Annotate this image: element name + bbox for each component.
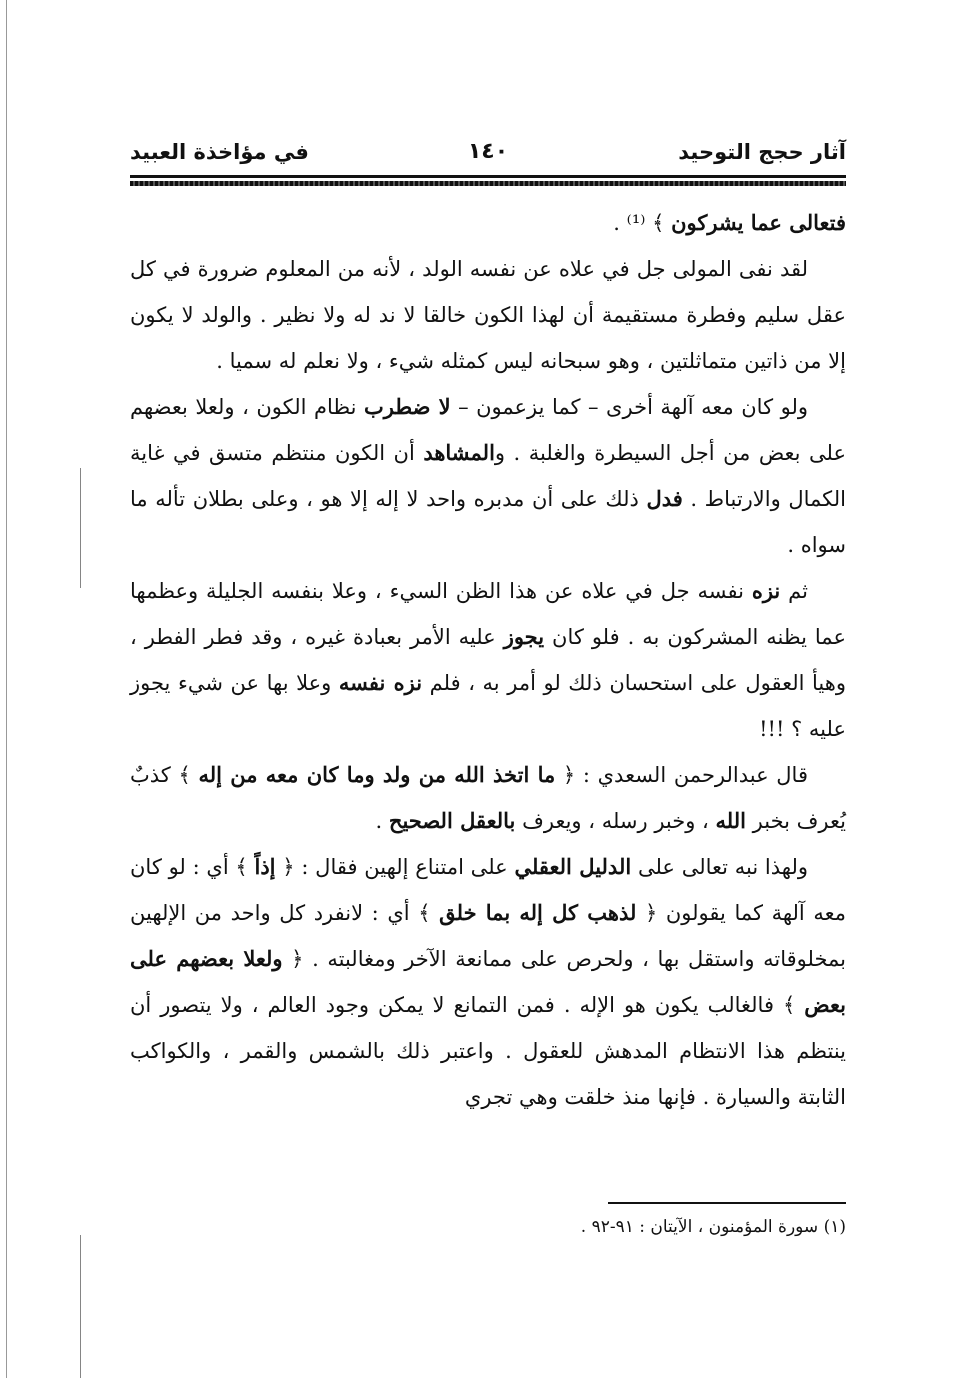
quranic-verse: لذهب كل إله بما خلق bbox=[439, 900, 637, 925]
body-text bbox=[130, 200, 846, 1120]
book-title: آثار حجج التوحيد bbox=[678, 140, 846, 164]
quranic-verse: ولعلا بعضهم على بعض bbox=[130, 946, 846, 1017]
paragraph-3 bbox=[130, 568, 846, 752]
text-run: أن الكون منتظم متسق في غاية الكمال والارتباط . bbox=[130, 441, 846, 511]
bold-run: الله bbox=[715, 808, 746, 833]
header-rule bbox=[130, 175, 846, 178]
text-run: ﴾ أي : لو كان معه آلهة كما يقولون ﴿ bbox=[130, 855, 846, 925]
text-run: ولو كان معه آلهة أخرى – كما يزعمون – bbox=[458, 395, 808, 419]
header-rule-ornament bbox=[130, 181, 846, 186]
continuation-line bbox=[130, 200, 846, 246]
bold-run: الدليل العقلي bbox=[514, 854, 632, 879]
paragraph-2 bbox=[130, 384, 846, 568]
paragraph-4 bbox=[130, 752, 846, 844]
text-run: ، وخبر رسله ، ويعرف bbox=[522, 809, 709, 833]
text-run: عليه الأمر بعبادة غيره ، وقد فطر الفطر ، وهيأ العقول على استحسان ذلك لو أمر به ، فلم bbox=[130, 625, 846, 695]
text-run: وعلا بها عن شيء يجوز عليه ؟ !!! bbox=[130, 671, 846, 741]
chapter-title: في مؤاخذة العبيد bbox=[130, 140, 309, 164]
paragraph-1: لقد نفى المولى جل في علاه عن نفسه الولد ، لأنه من المعلوم ضرورة في كل عقل سليم وفطرة مستقيمة أن لهذا الكون خالقا لا ند له ولا نظير . والولد لا يكون إلا من ذاتين متماثلتين ، وهو سبحانه ليس كمثله شيء ، ولا نعلم له سميا . bbox=[130, 257, 846, 373]
bold-run: فدل bbox=[646, 486, 683, 511]
text-run: ﴾ فالغالب يكون هو الإله . فمن التمانع لا يمكن وجود العالم ، ولا يتصور أن ينتظم هذا الانتظام المدهش للعقول . واعتبر ذلك بالشمس والقمر ، والكواكب الثابتة والسيارة . فإنها منذ خلقت وهي تجري bbox=[130, 993, 846, 1109]
text-run: على امتناع إلهين فقال : ﴿ bbox=[282, 855, 508, 879]
quranic-verse: ما اتخذ الله من ولد وما كان معه من إله bbox=[198, 762, 556, 787]
page-number: ١٤٠ bbox=[467, 139, 509, 164]
text-run: ﴾ كذبٌ يُعرف بخبر bbox=[130, 763, 846, 833]
bold-run: المشاهد bbox=[423, 440, 495, 465]
text-run: نظام الكون ، ولعلا بعضهم على بعض من أجل السيطرة والغلبة . و bbox=[130, 395, 847, 465]
bold-run: نزه نفسه bbox=[338, 670, 423, 695]
verse-ending: فتعالى عما يشركون bbox=[671, 210, 846, 235]
text-run: . bbox=[375, 809, 383, 833]
footnote-rule bbox=[608, 1202, 846, 1204]
running-header bbox=[130, 136, 846, 172]
verse-close-with-note: ﴾ ⁽¹⁾ . bbox=[613, 211, 665, 235]
text-run: ثم bbox=[788, 579, 808, 603]
text-run: قال عبدالرحمن السعدي : ﴿ bbox=[562, 763, 808, 787]
bold-run: لا ضطرب bbox=[364, 394, 451, 419]
text-run: ولهذا نبه تعالى على bbox=[637, 855, 808, 879]
scan-edge-line bbox=[80, 1235, 81, 1378]
bold-run: بالعقل الصحيح bbox=[388, 808, 516, 833]
paragraph-5 bbox=[130, 844, 846, 1120]
footnote: (١) سورة المؤمنون ، الآيتان : ٩١-٩٢ . bbox=[580, 1217, 846, 1237]
text-run: ﴾ أي : لانفرد كل واحد من الإلهين بمخلوقاته واستقل بها ، ولحرص على ممانعة الآخر ومغالبته . ﴿ bbox=[130, 901, 846, 971]
text-run: ذلك على أن مدبره واحد لا إله إلا هو ، وعلى بطلان تأله ما سواه . bbox=[130, 487, 846, 557]
text-run: نفسه جل في علاه عن هذا الظن السيء ، وعلا بنفسه الجليلة وعظمها عما يظنه المشركون به . فلو كان bbox=[130, 579, 846, 649]
bold-run: يجوز bbox=[503, 624, 545, 649]
scan-edge-line bbox=[80, 468, 81, 588]
quranic-verse: إذاً bbox=[254, 854, 276, 879]
bold-run: نزه bbox=[751, 578, 781, 603]
scan-edge-line bbox=[6, 0, 7, 1378]
